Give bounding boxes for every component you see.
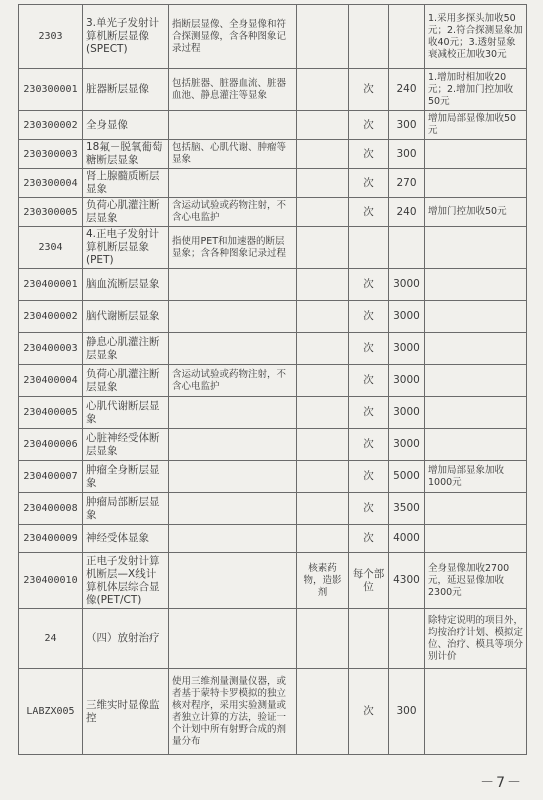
item-note [425, 397, 527, 429]
item-code: 230300005 [19, 198, 83, 227]
item-note [425, 669, 527, 755]
item-code: 2303 [19, 5, 83, 69]
item-name: 负荷心肌灌注断层显象 [83, 365, 169, 397]
item-unit: 次 [349, 169, 389, 198]
table-row [19, 69, 527, 111]
item-exclusions [297, 69, 349, 111]
item-note: 增加门控加收50元 [425, 198, 527, 227]
table-body [19, 5, 527, 755]
item-name: 肿瘤局部断层显象 [83, 493, 169, 525]
item-exclusions [297, 5, 349, 69]
item-content [169, 553, 297, 609]
item-exclusions [297, 269, 349, 301]
item-exclusions [297, 301, 349, 333]
item-unit: 次 [349, 493, 389, 525]
item-price: 3000 [389, 365, 425, 397]
item-price: 240 [389, 198, 425, 227]
item-exclusions [297, 198, 349, 227]
item-name: 肿瘤全身断层显象 [83, 461, 169, 493]
item-content [169, 525, 297, 553]
item-unit: 每个部位 [349, 553, 389, 609]
item-content [169, 461, 297, 493]
item-name: 脑血流断层显象 [83, 269, 169, 301]
item-note [425, 301, 527, 333]
item-note [425, 333, 527, 365]
item-price: 270 [389, 169, 425, 198]
table-row [19, 429, 527, 461]
item-content [169, 169, 297, 198]
item-code: LABZX005 [19, 669, 83, 755]
item-exclusions [297, 609, 349, 669]
table-row [19, 461, 527, 493]
item-unit: 次 [349, 365, 389, 397]
item-exclusions [297, 140, 349, 169]
item-price: 4300 [389, 553, 425, 609]
item-note: 全身显像加收2700元，延迟显像加收2300元 [425, 553, 527, 609]
item-content [169, 397, 297, 429]
item-code: 230400004 [19, 365, 83, 397]
item-unit [349, 227, 389, 269]
item-code: 230300002 [19, 111, 83, 140]
page-number: －7－ [480, 775, 523, 791]
item-exclusions [297, 525, 349, 553]
table-row [19, 111, 527, 140]
table-row [19, 365, 527, 397]
item-content [169, 429, 297, 461]
item-name: 全身显像 [83, 111, 169, 140]
item-unit: 次 [349, 669, 389, 755]
item-note [425, 493, 527, 525]
item-content: 指使用PET和加速器的断层显象；含各种图象记录过程 [169, 227, 297, 269]
item-exclusions [297, 227, 349, 269]
item-unit: 次 [349, 429, 389, 461]
item-price: 3000 [389, 429, 425, 461]
item-price: 3000 [389, 333, 425, 365]
table-row [19, 493, 527, 525]
item-price: 300 [389, 669, 425, 755]
item-exclusions [297, 397, 349, 429]
fee-table [18, 4, 527, 755]
item-code: 2304 [19, 227, 83, 269]
item-note [425, 227, 527, 269]
item-exclusions [297, 111, 349, 140]
item-name: 三维实时显像监控 [83, 669, 169, 755]
item-code: 230400001 [19, 269, 83, 301]
item-unit: 次 [349, 140, 389, 169]
item-note [425, 525, 527, 553]
item-name: 4.正电子发射计算机断层显象(PET) [83, 227, 169, 269]
item-code: 230300004 [19, 169, 83, 198]
item-name: 心脏神经受体断层显象 [83, 429, 169, 461]
item-note: 除特定说明的项目外，均按治疗计划、模拟定位、治疗、模具等项分别计价 [425, 609, 527, 669]
item-exclusions [297, 493, 349, 525]
item-note [425, 140, 527, 169]
table-row [19, 553, 527, 609]
item-note [425, 365, 527, 397]
item-note [425, 429, 527, 461]
item-content: 含运动试验或药物注射，不含心电监护 [169, 198, 297, 227]
item-unit [349, 5, 389, 69]
item-note: 1.采用多探头加收50元；2.符合探测显象加收40元；3.透射显象衰减校正加收30元 [425, 5, 527, 69]
item-exclusions [297, 669, 349, 755]
item-code: 230300003 [19, 140, 83, 169]
item-code: 230400008 [19, 493, 83, 525]
item-name: 负荷心肌灌注断层显象 [83, 198, 169, 227]
item-content [169, 609, 297, 669]
item-price: 3000 [389, 301, 425, 333]
item-price [389, 609, 425, 669]
item-code: 230400003 [19, 333, 83, 365]
item-code: 24 [19, 609, 83, 669]
item-code: 230300001 [19, 69, 83, 111]
item-code: 230400010 [19, 553, 83, 609]
item-name: 脏器断层显像 [83, 69, 169, 111]
item-name: 18氟－脱氧葡萄糖断层显象 [83, 140, 169, 169]
table-row [19, 397, 527, 429]
item-unit [349, 609, 389, 669]
item-unit: 次 [349, 333, 389, 365]
item-name: 心肌代谢断层显象 [83, 397, 169, 429]
table-row [19, 301, 527, 333]
item-unit: 次 [349, 525, 389, 553]
item-unit: 次 [349, 301, 389, 333]
item-exclusions [297, 461, 349, 493]
item-content [169, 111, 297, 140]
item-name: 脑代谢断层显象 [83, 301, 169, 333]
item-code: 230400009 [19, 525, 83, 553]
item-name: 正电子发射计算机断层—X线计算机体层综合显像(PET/CT) [83, 553, 169, 609]
item-content [169, 301, 297, 333]
item-exclusions: 核素药物，造影剂 [297, 553, 349, 609]
table-row [19, 169, 527, 198]
item-code: 230400002 [19, 301, 83, 333]
table-row [19, 140, 527, 169]
table-row [19, 333, 527, 365]
table-row [19, 5, 527, 69]
item-content [169, 269, 297, 301]
item-price: 240 [389, 69, 425, 111]
item-note [425, 269, 527, 301]
item-name: 静息心肌灌注断层显象 [83, 333, 169, 365]
item-price: 3000 [389, 269, 425, 301]
item-unit: 次 [349, 461, 389, 493]
item-unit: 次 [349, 69, 389, 111]
item-note: 增加局部显象加收1000元 [425, 461, 527, 493]
table-row [19, 198, 527, 227]
item-unit: 次 [349, 269, 389, 301]
item-exclusions [297, 429, 349, 461]
item-code: 230400007 [19, 461, 83, 493]
item-name: 神经受体显象 [83, 525, 169, 553]
item-unit: 次 [349, 111, 389, 140]
item-content: 含运动试验或药物注射，不含心电监护 [169, 365, 297, 397]
item-content: 包括脑、心肌代谢、肿瘤等显象 [169, 140, 297, 169]
item-code: 230400005 [19, 397, 83, 429]
item-unit: 次 [349, 198, 389, 227]
item-content [169, 493, 297, 525]
item-content: 使用三维剂量测量仪器，或者基于蒙特卡罗模拟的独立核对程序，采用实验测量或者独立计算的方法，验证一个计划中所有射野合成的剂量分布 [169, 669, 297, 755]
item-content [169, 333, 297, 365]
item-name: 肾上腺髓质断层显象 [83, 169, 169, 198]
item-price [389, 5, 425, 69]
item-name: 3.单光子发射计算机断层显像(SPECT) [83, 5, 169, 69]
item-code: 230400006 [19, 429, 83, 461]
table-row [19, 669, 527, 755]
item-note: 增加局部显像加收50元 [425, 111, 527, 140]
item-price [389, 227, 425, 269]
item-exclusions [297, 365, 349, 397]
item-content: 指断层显像、全身显像和符合探测显像，含各种图象记录过程 [169, 5, 297, 69]
item-exclusions [297, 333, 349, 365]
table-row [19, 227, 527, 269]
table-row [19, 609, 527, 669]
item-content: 包括脏器、脏器血流、脏器血池、静息灌注等显象 [169, 69, 297, 111]
item-name: （四）放射治疗 [83, 609, 169, 669]
item-price: 300 [389, 140, 425, 169]
item-price: 5000 [389, 461, 425, 493]
item-unit: 次 [349, 397, 389, 429]
table-row [19, 525, 527, 553]
item-exclusions [297, 169, 349, 198]
item-price: 4000 [389, 525, 425, 553]
item-price: 300 [389, 111, 425, 140]
table-row [19, 269, 527, 301]
item-note [425, 169, 527, 198]
item-price: 3500 [389, 493, 425, 525]
item-price: 3000 [389, 397, 425, 429]
item-note: 1.增加时相加收20元；2.增加门控加收50元 [425, 69, 527, 111]
